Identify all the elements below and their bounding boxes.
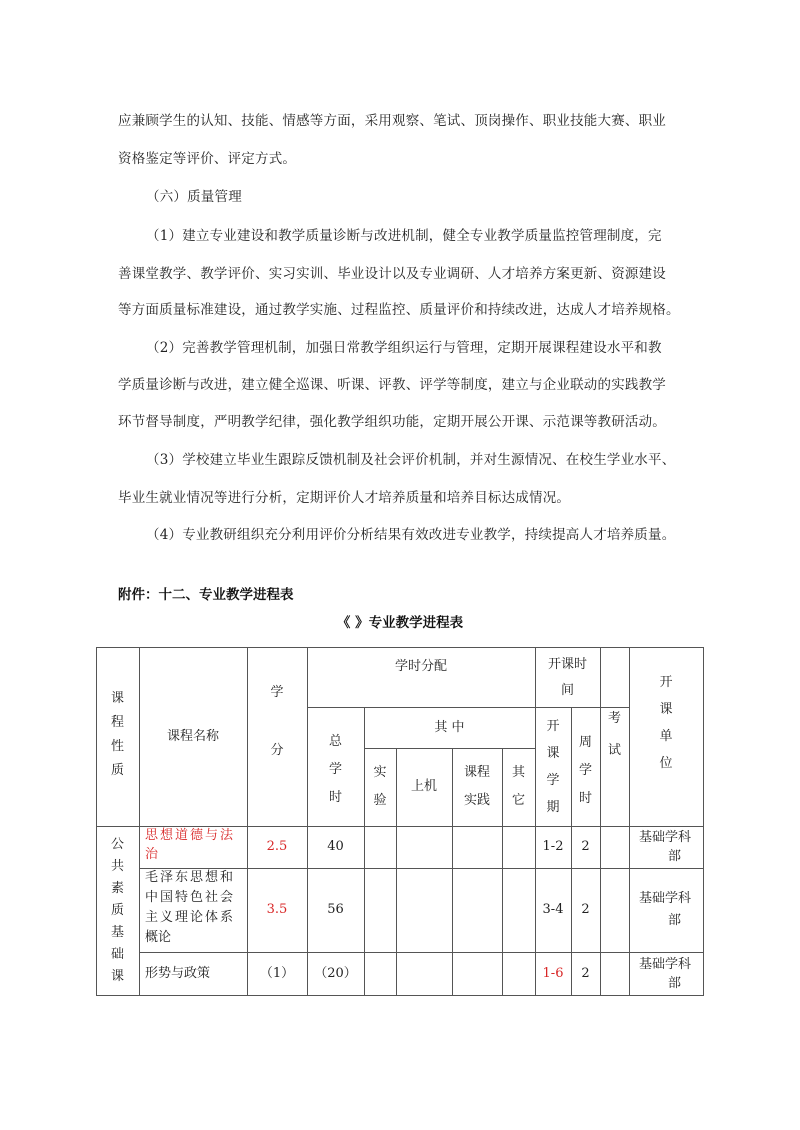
header-char: 单 [659, 729, 673, 744]
dept-line: 基础学科 [638, 830, 691, 845]
group-char: 础 [110, 946, 124, 962]
table-row-3-weekly-hours: 2 [581, 965, 590, 981]
table-row-2-credit: 3.5 [266, 902, 288, 917]
header-char: 课 [659, 702, 673, 717]
header-char: 开 [546, 719, 560, 734]
dept-line: 基础学科 [638, 956, 691, 972]
header-char: 周 [578, 735, 592, 750]
group-char: 质 [110, 902, 124, 918]
header-exam [600, 703, 629, 767]
header-char: 学 [578, 763, 592, 778]
paragraph-line: 学质量诊断与改进，建立健全巡课、听课、评教、评学等制度，建立与企业联动的实践教学 [118, 377, 666, 393]
header-char: 试 [607, 743, 621, 758]
name-line: 中国特色社会 [145, 890, 236, 905]
group-char: 公 [110, 836, 124, 852]
paragraph-line: 资格鉴定等评价、评定方式。 [118, 151, 297, 167]
table-row-1-department [629, 826, 703, 868]
header-char: 时 [328, 790, 342, 805]
section-heading: （六）质量管理 [146, 189, 242, 205]
table-row-3-credit: （1） [259, 965, 295, 981]
table-row-2-semester: 3-4 [542, 902, 564, 917]
header-char: 开 [659, 675, 673, 690]
name-line: 主义理论体系 [145, 910, 236, 925]
header-hours-allocation: 学时分配 [394, 659, 447, 674]
header-char: 质 [110, 763, 124, 778]
group-char: 课 [110, 968, 124, 984]
paragraph-line: （4）专业教研组织充分利用评价分析结果有效改进专业教学，持续提高人才培养质量。 [146, 527, 676, 543]
header-schedule [535, 652, 600, 704]
paragraph-line: （1）建立专业建设和教学质量诊断与改进机制，健全专业教学质量监控管理制度，完 [146, 228, 662, 244]
dept-line: 部 [667, 975, 681, 991]
header-line: 间 [560, 683, 574, 698]
header-char: 它 [511, 793, 525, 808]
header-char: 程 [110, 715, 124, 730]
header-char: 性 [110, 739, 124, 754]
header-char: 学 [270, 685, 284, 700]
header-credit [247, 647, 307, 797]
header-semester [535, 710, 571, 824]
header-char: 学 [328, 762, 342, 777]
header-total-hours [307, 735, 364, 805]
table-row-3-total-hours: （20） [314, 965, 357, 981]
attachment-heading: 附件：十二、专业教学进程表 [118, 587, 294, 603]
table-row-2-total-hours: 56 [327, 902, 344, 917]
header-char: 其 [511, 765, 525, 780]
header-char: 分 [270, 743, 284, 758]
table-row-1-semester: 1-2 [542, 839, 564, 854]
paragraph-line: 环节督导制度，严明教学纪律，强化教学组织功能，定期开展公开课、示范课等教研活动。 [118, 414, 666, 430]
header-char: 时 [578, 791, 592, 806]
header-department [629, 665, 703, 781]
header-char: 实 [373, 765, 387, 780]
table-row-2-department [629, 868, 703, 952]
paragraph-line: 等方面质量标准建设，通过教学实施、过程监控、质量评价和持续改进，达成人才培养规格。 [118, 302, 680, 318]
paragraph-line: （2）完善教学管理机制，加强日常教学组织运行与管理，定期开展课程建设水平和教 [146, 340, 662, 356]
header-among: 其 中 [434, 719, 465, 735]
header-practice [452, 752, 502, 822]
table-border-right [703, 647, 704, 996]
header-other [502, 752, 535, 822]
header-char: 学 [546, 773, 560, 788]
header-course-type [96, 675, 139, 795]
header-char: 课 [110, 691, 124, 706]
table-line [364, 707, 365, 996]
header-line: 课程 [463, 765, 490, 780]
name-line: 思想道德与法 [145, 828, 236, 843]
group-char: 基 [110, 924, 124, 940]
header-experiment [364, 752, 396, 822]
table-title: 《 》专业教学进程表 [336, 615, 464, 631]
table-border-bottom [96, 995, 704, 996]
name-line: 概论 [145, 930, 172, 945]
header-char: 课 [546, 746, 560, 761]
table-row-1-weekly-hours: 2 [581, 839, 590, 854]
paragraph-line: （3）学校建立毕业生跟踪反馈机制及社会评价机制，并对生源情况、在校生学业水平、 [146, 452, 676, 468]
table-row-1-course-name [139, 826, 247, 868]
table-row-3-department [629, 952, 703, 995]
header-char: 期 [546, 800, 560, 815]
header-line: 开课时 [547, 657, 587, 672]
name-line: 治 [145, 847, 161, 862]
header-char: 总 [328, 734, 342, 749]
name-line: 毛泽东思想和 [145, 870, 236, 885]
dept-line: 基础学科 [638, 891, 691, 906]
table-row-2-course-name [139, 868, 247, 952]
paragraph-line: 应兼顾学生的认知、技能、情感等方面，采用观察、笔试、顶岗操作、职业技能大赛、职业 [118, 113, 666, 129]
header-course-name: 课程名称 [166, 728, 219, 744]
header-line: 实践 [463, 793, 490, 808]
header-char: 位 [659, 756, 673, 771]
table-row-1-credit: 2.5 [266, 839, 288, 854]
paragraph-line: 毕业生就业情况等进行分析，定期评价人才培养质量和培养目标达成情况。 [118, 490, 571, 506]
header-char: 考 [607, 711, 621, 726]
group-char: 共 [110, 858, 124, 874]
group-char: 素 [110, 880, 124, 896]
table-row-3-course-name: 形势与政策 [145, 965, 211, 981]
header-computer: 上机 [410, 779, 437, 794]
dept-line: 部 [667, 849, 681, 864]
dept-line: 部 [667, 913, 681, 928]
table-row-3-semester: 1-6 [542, 965, 564, 981]
paragraph-line: 善课堂教学、教学评价、实习实训、毕业设计以及专业调研、人才培养方案更新、资源建设 [118, 266, 666, 282]
course-group-label [96, 826, 139, 995]
table-row-1-total-hours: 40 [327, 839, 344, 854]
header-weekly-hours [571, 726, 600, 816]
table-line [600, 647, 601, 996]
header-char: 验 [373, 793, 387, 808]
table-row-2-weekly-hours: 2 [581, 902, 590, 917]
